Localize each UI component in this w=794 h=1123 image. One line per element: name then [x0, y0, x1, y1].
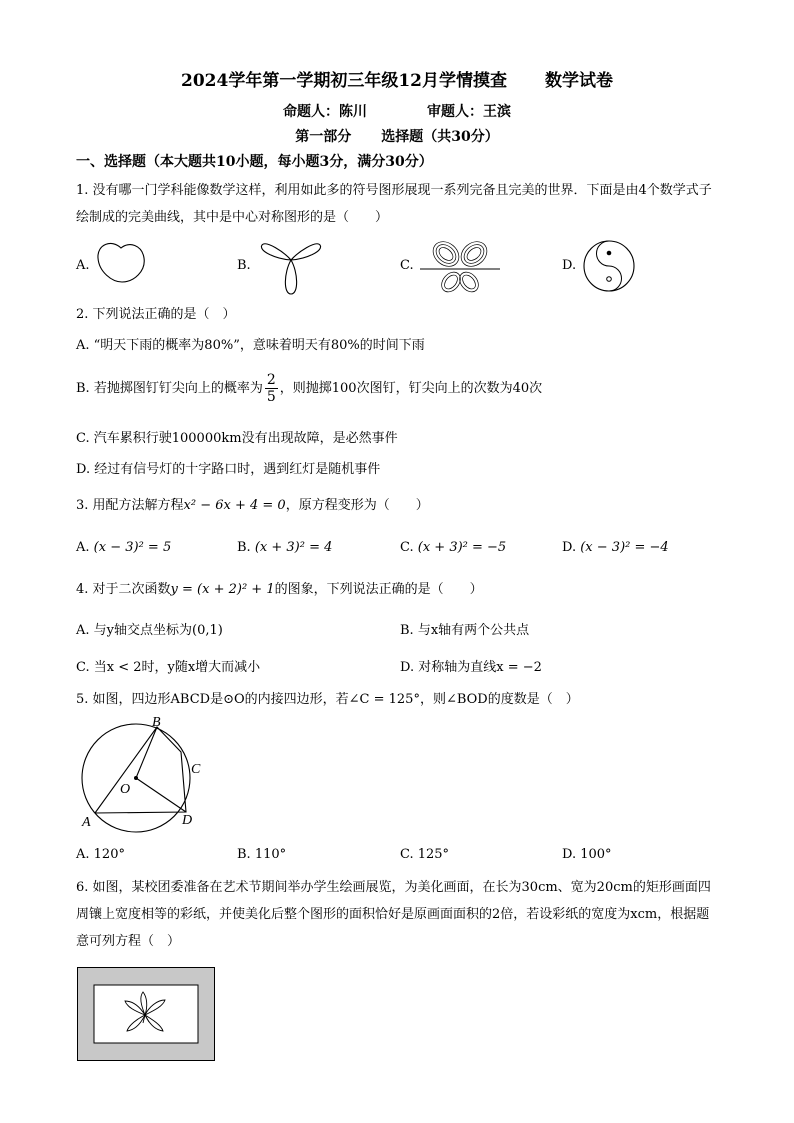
q5-circle-diagram: [74, 714, 214, 836]
q4-option-b: B. 与x轴有两个公共点: [400, 623, 530, 638]
title-right: 数学试卷: [544, 71, 613, 91]
q1-butterfly-curve: [420, 236, 500, 302]
author-reviewer: 审题人：王滨: [427, 104, 511, 120]
option-label: B.: [237, 540, 251, 555]
option-label: C.: [400, 540, 414, 555]
q4-option-a: A. 与y轴交点坐标为(0,1): [76, 623, 223, 638]
page-title: [0, 66, 794, 91]
q3-text: [76, 496, 429, 516]
q3-text-post: ，原方程变形为（ ）: [285, 498, 429, 513]
q3-option-d: [562, 538, 669, 558]
q2-text: 2. 下列说法正确的是（ ）: [76, 307, 236, 322]
q2-option-d: D. 经过有信号灯的十字路口时，遇到红灯是随机事件: [76, 462, 381, 477]
q4-option-d: D. 对称轴为直线x = −2: [400, 660, 542, 675]
q2-option-b: [76, 372, 542, 405]
q5-option-b: B. 110°: [237, 847, 287, 862]
fraction-numerator: 2: [266, 372, 276, 388]
q4-text-pre: 4. 对于二次函数: [76, 582, 171, 597]
q3-option-c-expr: (x + 3)² = −5: [417, 540, 507, 555]
q2-option-a: A. “明天下雨的概率为80%”，意味着明天有80%的时间下雨: [76, 338, 425, 353]
title-left: 2024学年第一学期初三年级12月学情摸查: [181, 71, 507, 91]
q4-function: y = (x + 2)² + 1: [170, 582, 275, 597]
option-label: A.: [76, 540, 90, 555]
point-b-label: B: [152, 715, 161, 730]
q1-option-c-label: C.: [400, 258, 414, 273]
part-name: 第一部分: [295, 129, 352, 145]
authors-line: [0, 101, 794, 121]
q1-option-a-label: A.: [76, 258, 90, 273]
q2-option-b-post: ，则抛掷100次图钉，钉尖向上的次数为40次: [279, 381, 543, 396]
q1-text: 1. 没有哪一门学科能像数学这样，利用如此多的符号图形展现一系列完备且完美的世界．下面是由4个数学式子绘制成的完美曲线，其中是中心对称图形的是（ ）: [76, 183, 712, 225]
fraction: [265, 372, 278, 405]
q1-yinyang-curve: [582, 239, 636, 293]
q3-option-a: [76, 538, 171, 558]
q6-text: 6. 如图，某校团委准备在艺术节期间举办学生绘画展览，为美化画面，在长为30cm、宽为20cm的矩形画面四周镶上宽度相等的彩纸，并使美化后整个图形的面积恰好是原画面面积的2倍，若设彩纸的宽度为xcm，根据题意可列方程（ ）: [76, 880, 711, 949]
q3-option-c: [400, 538, 506, 558]
section-heading: 一、选择题（本大题共10小题，每小题3分，满分30分）: [76, 154, 433, 170]
q3-option-b: [237, 538, 332, 558]
q1-option-d-label: D.: [562, 258, 577, 273]
point-c-label: C: [191, 762, 201, 777]
q2-option-b-pre: B. 若抛掷图钉钉尖向上的概率为: [76, 381, 263, 396]
q4-text-post: 的图象，下列说法正确的是（ ）: [274, 582, 483, 597]
fraction-denominator: 5: [266, 389, 276, 405]
option-label: D.: [562, 540, 577, 555]
point-a-label: A: [82, 815, 91, 830]
q1-option-b-label: B.: [237, 258, 251, 273]
q4-text: [76, 580, 483, 600]
part-desc: 选择题（共30分）: [381, 129, 499, 145]
q5-option-d: D. 100°: [562, 847, 612, 862]
q3-equation: x² − 6x + 4 = 0: [183, 498, 286, 513]
author-setter: 命题人：陈川: [283, 104, 367, 120]
q3-option-b-expr: (x + 3)² = 4: [254, 540, 333, 555]
q5-option-c: C. 125°: [400, 847, 450, 862]
point-d-label: D: [182, 813, 193, 828]
q3-option-d-expr: (x − 3)² = −4: [580, 540, 669, 555]
q1-trefoil-curve: [256, 234, 326, 300]
point-o-label: O: [120, 782, 131, 797]
q4-option-c: C. 当x < 2时，y随x增大而减小: [76, 660, 261, 675]
part-heading: [0, 126, 794, 146]
q1-heart-curve: [94, 240, 154, 290]
q5-option-a: A. 120°: [76, 847, 125, 862]
q2-option-c: C. 汽车累积行驶100000km没有出现故障，是必然事件: [76, 431, 398, 446]
q5-text: 5. 如图，四边形ABCD是⊙O的内接四边形，若∠C = 125°，则∠BOD的度数是（ ）: [76, 692, 579, 707]
q3-text-pre: 3. 用配方法解方程: [76, 498, 184, 513]
q6-frame-diagram: [77, 967, 215, 1061]
q3-option-a-expr: (x − 3)² = 5: [93, 540, 172, 555]
